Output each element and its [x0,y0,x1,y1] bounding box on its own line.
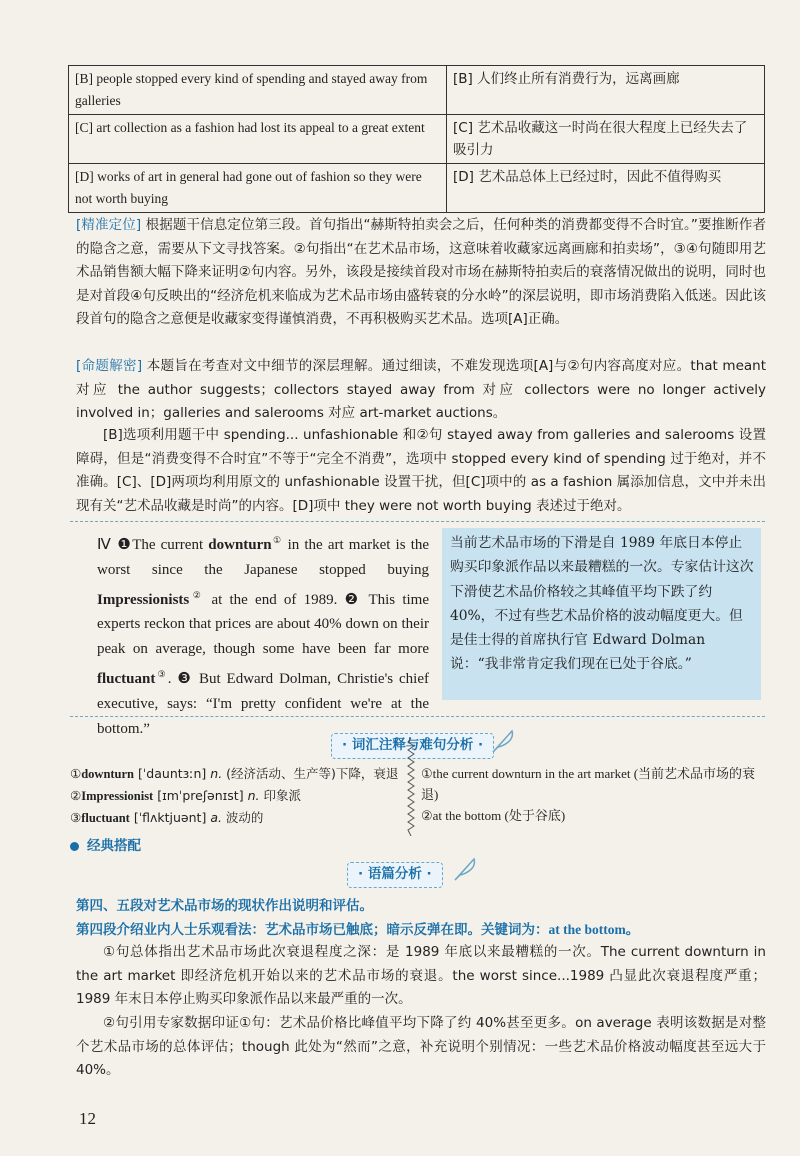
option-en: [D] works of art in general had gone out of fashion so they were not worth buying [69,164,447,213]
collocation-title: 经典搭配 [70,834,141,854]
bullet-icon [70,842,79,851]
options-table [68,65,765,213]
sentence-text: at the end of 1989. [204,591,345,608]
vocab-list [70,763,400,829]
sentence-marker: ❶ [117,537,133,553]
locate-text: 根据题干信息定位第三段。首句指出“赫斯特拍卖会之后，任何种类的消费都变得不合时宜。”要推断作者的隐含之意，需要从下文寻找答案。②句指出“在艺术品市场，这意味着收藏家远离画廊和拍卖场”，③④句随即用艺术品销售额大幅下降来证明②句内容。另外，该段是接续首段对市场在赫斯特拍卖后的衰落情况做出的说明，同时也是对首段④句反映出的“经济危机来临成为艺术品市场由盛转衰的分水岭”的深层说明，即市场消费陷入低迷。因此该段首句的隐含之意便是收藏家变得谨慎消费，不再积极购买艺术品。选项[A]正确。 [76,217,766,328]
footnote-marker: ② [189,589,205,600]
divider [70,521,765,522]
vocab-word: downturn [208,537,272,553]
structure-line-2: 第四段介绍业内人士乐观看法：艺术品市场已触底；暗示反弹在即。关键词为：at the bottom。 [76,922,640,938]
option-en: [B] people stopped every kind of spending and stayed away from galleries [69,66,447,115]
footnote-marker: ③ [155,668,168,679]
table-row [69,115,765,164]
explain-tag: [命题解密] [76,358,143,374]
list-item: ②Impressionist [ɪmˈpreʃənɪst] n. 印象派 [70,788,301,803]
option-zh: [C] 艺术品收藏这一时尚在很大程度上已经失去了吸引力 [447,115,765,164]
explain-text: 本题旨在考查对文中细节的深层理解。通过细读，不难发现选项[A]与②句内容高度对应。that meant 对应 the author suggests；collectors stayed away from 对应 collectors were no longer actively involved in；galleries and salerooms 对应 art-market auctions。 [76,358,766,422]
list-item: ②at the bottom (处于谷底) [421,808,566,823]
paragraph-numeral: Ⅳ [97,537,113,553]
vocab-word: Impressionists [97,591,190,608]
structure-paragraph-1: ①句总体指出艺术品市场此次衰退程度之深：是 1989 年底以来最糟糕的一次。The current downturn in the art market 即经济危机开始以来的艺术品市场的衰退。the worst since...1989 凸显此次衰退程度严重；1989 年末日本停止购买印象派作品以来最严重的一次。 [76,944,766,1008]
passage-text [97,528,429,741]
feather-icon [452,856,478,882]
page-number: 12 [79,1109,96,1128]
explain-paragraph-2: [B]选项利用题干中 spending... unfashionable 和②句 stayed away from galleries and salerooms 设置障碍，但是“消费变得不合时宜”不等于“完全不消费”，选项中 stopped every kind of spending 过于绝对，并不准确。[C]、[D]两项均利用原文的 unfashionable 设置干扰，但[C]项中的 as a fashion 属添加信息，文中并未出现有关“艺术品收藏是时尚”的内容。[D]项中 they were not worth buying 表述过于绝对。 [76,427,766,514]
vocab-section-title: · 词汇注释与难句分析 · [331,733,494,759]
structure-section-title: · 语篇分析 · [347,862,443,888]
locate-paragraph [76,214,766,332]
footnote-marker: ① [271,535,283,545]
sentence-text: . [167,670,178,687]
list-item: ①downturn [ˈdauntɜːn] n. (经济活动、生产等)下降，衰退 [70,766,399,781]
divider [70,716,765,717]
sentence-text: in the art market is the worst since the Japanese stopped buying [97,537,430,578]
locate-tag: [精准定位] [76,217,142,233]
column-divider [407,738,415,836]
list-item: ①the current downturn in the art market (当前艺术品市场的衰退) [421,766,756,802]
translation-box: 当前艺术品市场的下滑是自 1989 年底日本停止购买印象派作品以来最糟糕的一次。专家估计这次下滑使艺术品价格较之其峰值平均下跌了约 40%，不过有些艺术品价格的波动幅度更大。但是佳士得的首席执行官 Edward Dolman 说：“我非常肯定我们现在已处于谷底。” [442,528,761,700]
table-row [69,164,765,213]
explain-paragraph [76,355,766,426]
sentence-text: The current [132,537,209,553]
sentence-text: This time experts reckon that prices are about 40% down on their peak on average, though some have been far more [97,591,429,658]
feather-icon [490,728,516,754]
sentence-text: But Edward Dolman, Christie's chief executive, says: “I'm pretty confident we're at the bottom.” [97,670,429,737]
phrase-list [421,763,766,826]
option-en: [C] art collection as a fashion had lost its appeal to a great extent [69,115,447,164]
sentence-marker: ❸ [177,670,194,687]
sentence-marker: ❷ [344,591,362,608]
structure-line-1: 第四、五段对艺术品市场的现状作出说明和评估。 [76,898,373,914]
list-item: ③fluctuant [ˈflʌktjuənt] a. 波动的 [70,810,264,825]
vocab-word: fluctuant [97,670,156,687]
option-zh: [B] 人们终止所有消费行为，远离画廊 [447,66,765,115]
structure-paragraph-2: ②句引用专家数据印证①句：艺术品价格比峰值平均下降了约 40%甚至更多。on average 表明该数据是对整个艺术品市场的总体评估；though 此处为“然而”之意，补充说明个别情况：一些艺术品价格波动幅度甚至远大于 40%。 [76,1015,766,1079]
option-zh: [D] 艺术品总体上已经过时，因此不值得购买 [447,164,765,213]
key-phrase: at the bottom [548,922,626,937]
table-row [69,66,765,115]
